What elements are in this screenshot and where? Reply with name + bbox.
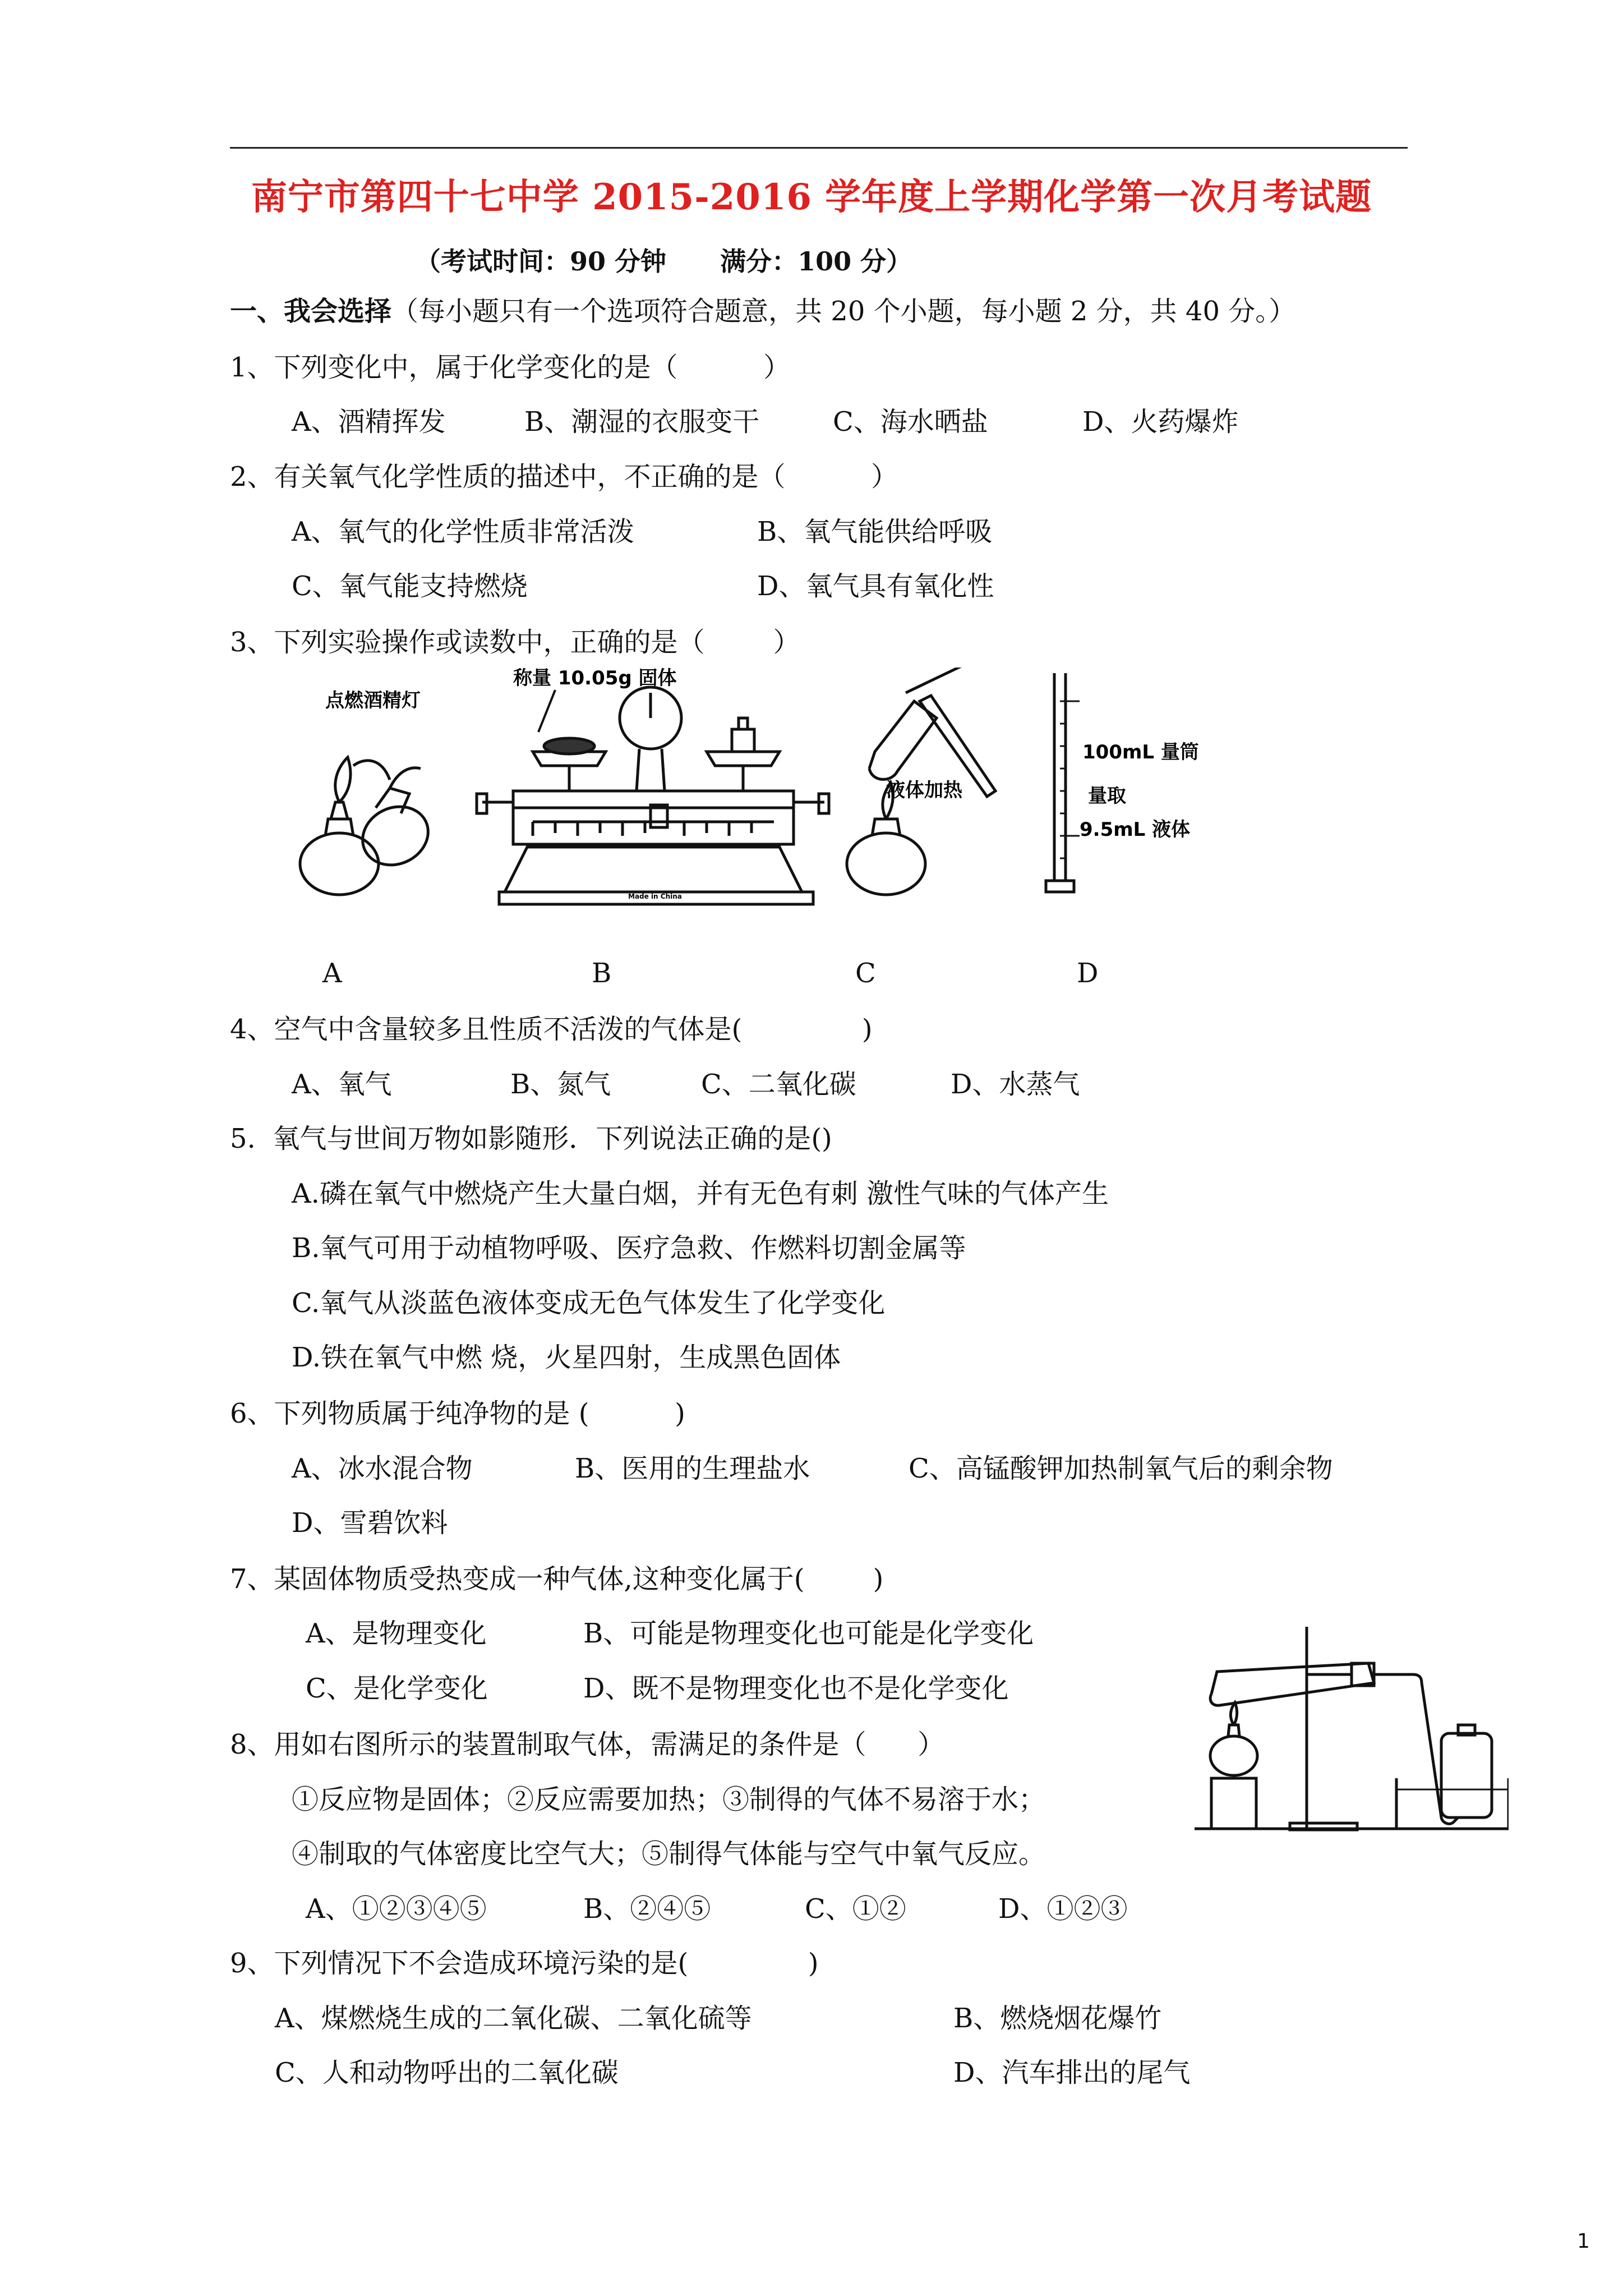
q1-option-b: B、潮湿的衣服变干 <box>524 406 760 438</box>
exam-subtitle: （考试时间：90 分钟 满分：100 分） <box>415 246 912 277</box>
q4-option-d: D、水蒸气 <box>951 1069 1080 1100</box>
page-number: 1 <box>1577 2230 1590 2253</box>
q9-option-c: C、人和动物呼出的二氧化碳 <box>275 2057 619 2088</box>
section-title: 一、我会选择 <box>230 296 392 327</box>
q5-option-b: B.氧气可用于动植物呼吸、医疗急救、作燃料切割金属等 <box>292 1232 966 1264</box>
graduated-cylinder-icon <box>1046 673 1080 892</box>
q2-option-b: B、氧气能供给呼吸 <box>757 516 993 547</box>
q8-option-a: A、①②③④⑤ <box>306 1893 487 1925</box>
q4-option-c: C、二氧化碳 <box>701 1069 856 1100</box>
exam-title: 南宁市第四十七中学 2015-2016 学年度上学期化学第一次月考试题 <box>251 176 1372 218</box>
q6-option-c: C、高锰酸钾加热制氧气后的剩余物 <box>909 1453 1333 1484</box>
q3-stem: 3、下列实验操作或读数中，正确的是（ ） <box>230 627 800 658</box>
q3-option-c: C <box>855 958 876 989</box>
q3-option-a: A <box>322 958 342 989</box>
q8-condition-2: ④制取的气体密度比空气大；⑤制得气体能与空气中氧气反应。 <box>292 1838 1046 1870</box>
q8-option-c: C、①② <box>805 1893 906 1925</box>
q7-option-b: B、可能是物理变化也可能是化学变化 <box>583 1618 1034 1649</box>
header-rule <box>230 147 1408 149</box>
q8-apparatus-figure <box>1195 1610 1509 1834</box>
q8-condition-1: ①反应物是固体；②反应需要加热；③制得的气体不易溶于水； <box>292 1784 1046 1815</box>
q2-option-c: C、氧气能支持燃烧 <box>292 570 528 602</box>
q1-option-c: C、海水晒盐 <box>833 406 988 438</box>
fig-label-d3: 9.5mL 液体 <box>1080 818 1191 841</box>
q6-option-d: D、雪碧饮料 <box>292 1507 448 1539</box>
q9-stem: 9、下列情况下不会造成环境污染的是( ) <box>230 1948 819 1979</box>
fig-label-c: 液体加热 <box>886 779 962 802</box>
q6-option-b: B、医用的生理盐水 <box>575 1453 810 1484</box>
q7-stem: 7、某固体物质受热变成一种气体,这种变化属于( ) <box>230 1563 884 1595</box>
q3-option-d: D <box>1077 958 1099 989</box>
q1-option-d: D、火药爆炸 <box>1082 406 1239 438</box>
q7-option-a: A、是物理变化 <box>306 1618 487 1649</box>
q5-stem: 5. 氧气与世间万物如影随形．下列说法正确的是() <box>230 1123 832 1154</box>
q4-stem: 4、空气中含量较多且性质不活泼的气体是( ) <box>230 1014 873 1045</box>
fig-label-b: 称量 10.05g 固体 <box>513 668 677 689</box>
section-heading <box>230 295 1295 328</box>
q5-option-d: D.铁在氧气中燃 烧，火星四射，生成黑色固体 <box>292 1342 841 1373</box>
q1-option-a: A、酒精挥发 <box>292 406 446 438</box>
fig-label-a: 点燃酒精灯 <box>325 689 421 712</box>
q4-option-b: B、氮气 <box>510 1069 611 1100</box>
fig-label-d2: 量取 <box>1088 785 1126 807</box>
q7-option-d: D、既不是物理变化也不是化学变化 <box>583 1673 1009 1704</box>
q8-stem: 8、用如右图所示的装置制取气体，需满足的条件是（ ） <box>230 1729 945 1760</box>
q9-option-b: B、燃烧烟花爆竹 <box>953 2003 1162 2034</box>
q4-option-a: A、氧气 <box>292 1069 392 1100</box>
q2-stem: 2、有关氧气化学性质的描述中，不正确的是（ ） <box>230 461 898 493</box>
q8-option-d: D、①②③ <box>998 1893 1128 1925</box>
q5-option-c: C.氧气从淡蓝色液体变成无色气体发生了化学变化 <box>292 1287 886 1319</box>
balance-icon <box>477 687 829 904</box>
fig-label-b-plate: Made in China <box>628 892 682 900</box>
alcohol-lamp-icon <box>300 757 438 895</box>
q7-option-c: C、是化学变化 <box>306 1673 488 1704</box>
q8-option-b: B、②④⑤ <box>583 1893 711 1925</box>
q6-option-a: A、冰水混合物 <box>292 1453 473 1484</box>
fig-label-d1: 100mL 量筒 <box>1082 741 1199 763</box>
q2-option-a: A、氧气的化学性质非常活泼 <box>292 516 634 547</box>
q5-option-a: A.磷在氧气中燃烧产生大量白烟，并有无色有刺 激性气味的气体产生 <box>292 1178 1109 1209</box>
q6-stem: 6、下列物质属于纯净物的是 ( ) <box>230 1398 685 1429</box>
q9-option-d: D、汽车排出的尾气 <box>953 2057 1191 2088</box>
section-note: （每小题只有一个选项符合题意，共 20 个小题，每小题 2 分，共 40 分。） <box>391 296 1296 327</box>
q1-stem: 1、下列变化中，属于化学变化的是（ ） <box>230 352 791 383</box>
q3-apparatus-figure <box>292 668 1279 909</box>
q3-option-b: B <box>592 958 612 989</box>
q2-option-d: D、氧气具有氧化性 <box>757 570 994 602</box>
q9-option-a: A、煤燃烧生成的二氧化碳、二氧化硫等 <box>275 2003 752 2034</box>
